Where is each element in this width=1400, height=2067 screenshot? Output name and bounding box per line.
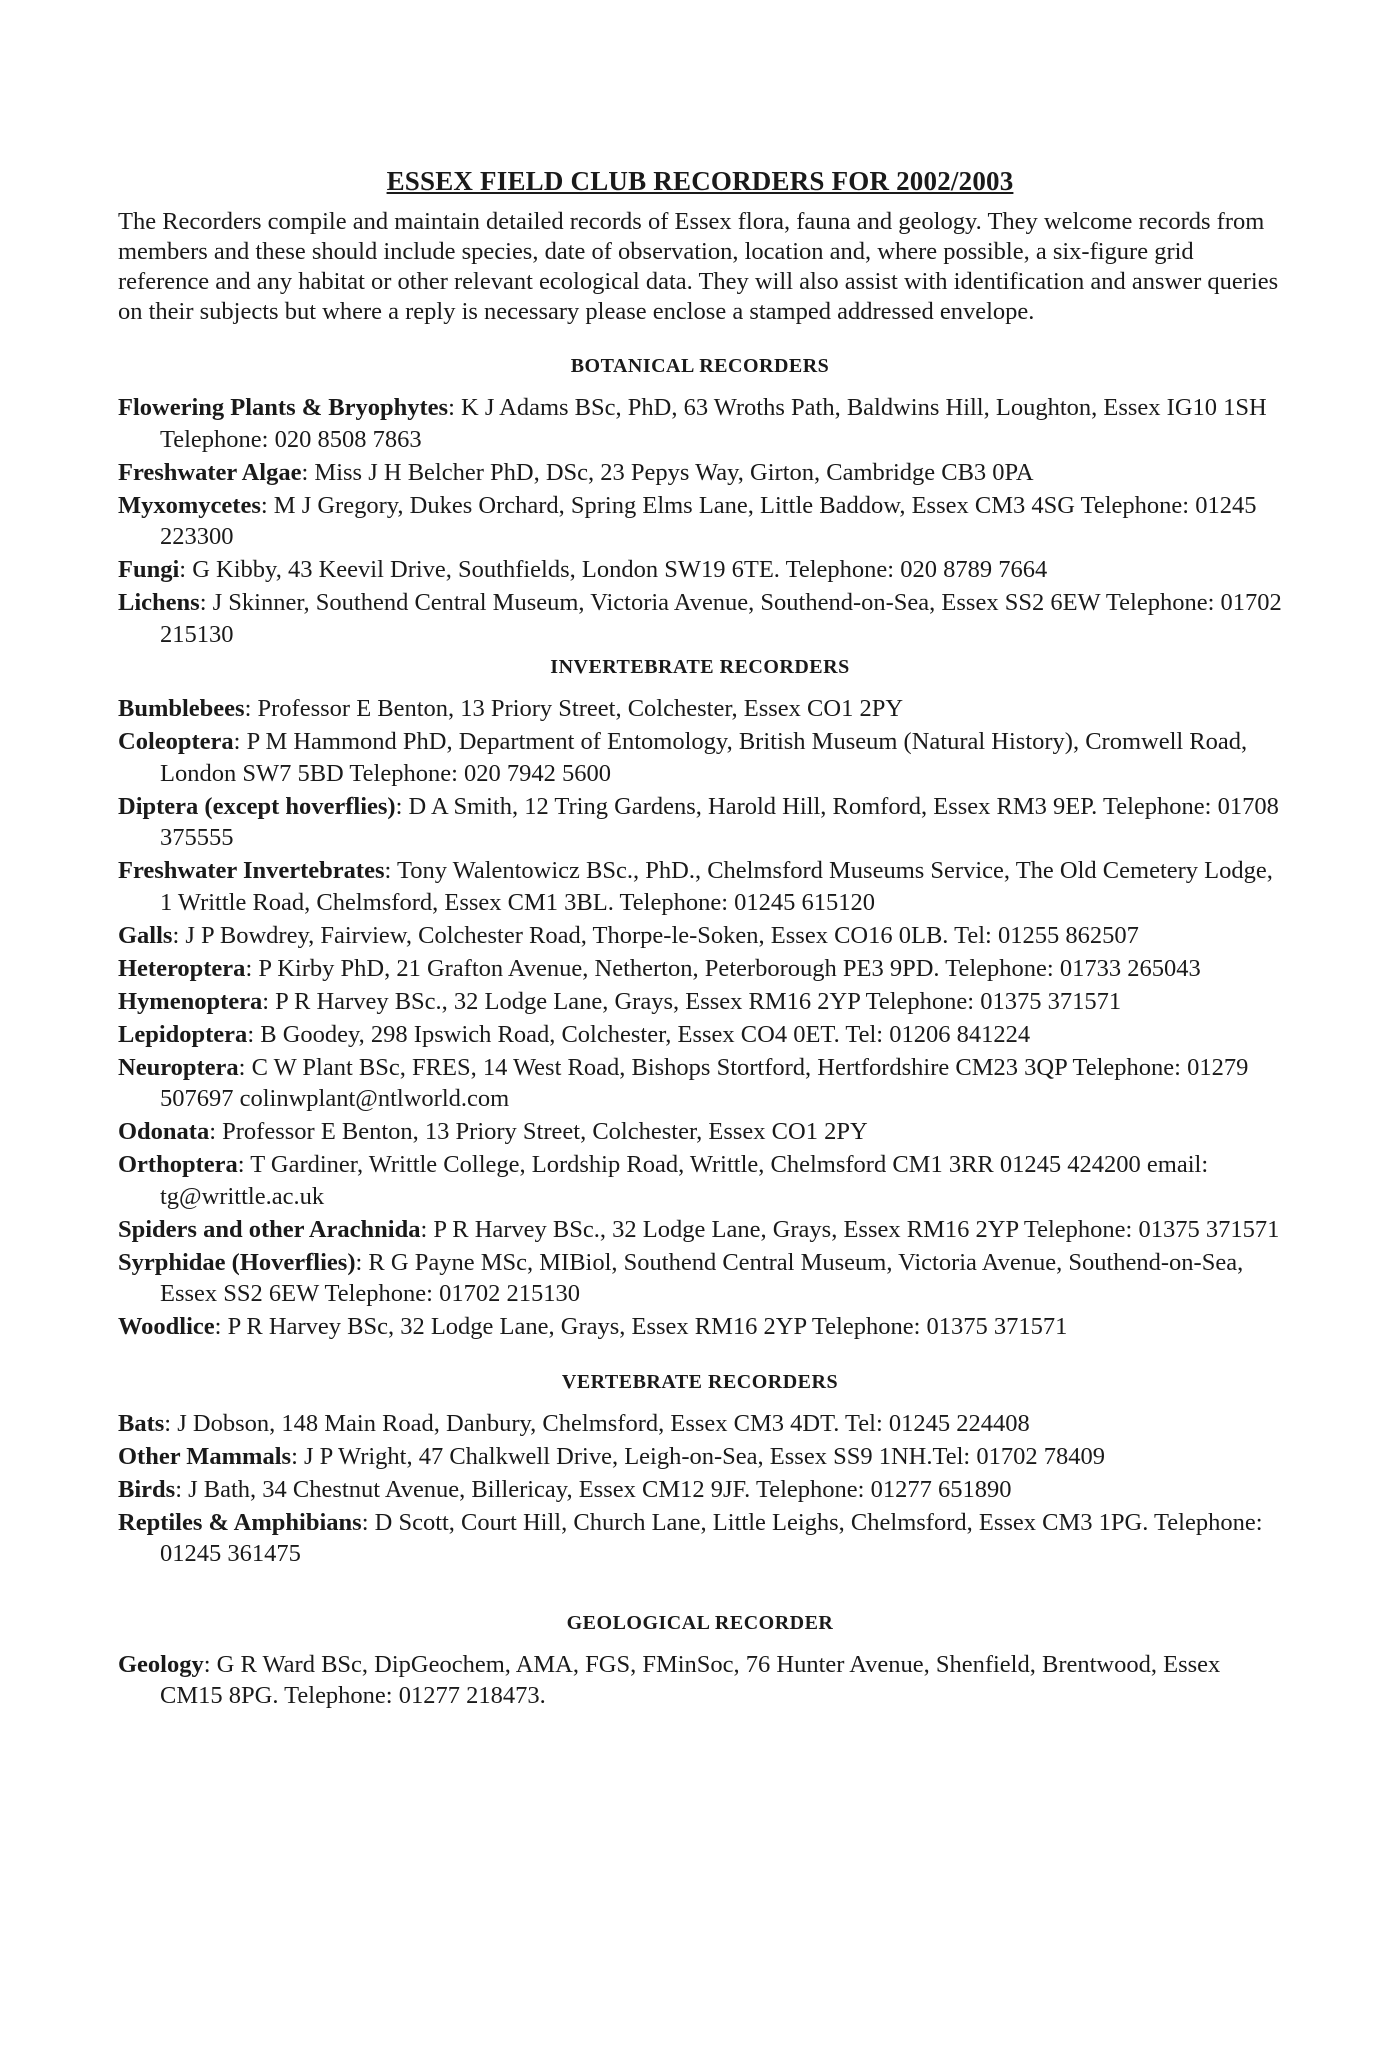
recorder-entry — [118, 1214, 1282, 1246]
recorder-entry — [118, 1649, 1282, 1712]
recorder-subject: Neuroptera — [118, 1053, 239, 1081]
recorder-subject: Heteroptera — [118, 954, 246, 982]
recorder-subject: Woodlice — [118, 1313, 215, 1340]
recorder-entry — [118, 986, 1282, 1018]
recorder-entry — [118, 920, 1282, 952]
recorder-details: : J P Bowdrey, Fairview, Colchester Road, Thorpe-le-Soken, Essex CO16 0LB. Tel: 01255 862507 — [172, 921, 1139, 949]
recorder-details: : G R Ward BSc, DipGeochem, AMA, FGS, FMinSoc, 76 Hunter Avenue, Shenfield, Brentwood, Essex CM15 8PG. Telephone: 01277 218473. — [160, 1650, 1221, 1709]
recorder-list — [118, 392, 1282, 650]
recorder-subject: Myxomycetes — [118, 491, 261, 519]
recorder-subject: Spiders and other Arachnida — [118, 1215, 421, 1243]
recorder-entry — [118, 1408, 1282, 1440]
recorder-details: : Professor E Benton, 13 Priory Street, Colchester, Essex CO1 2PY — [244, 695, 904, 722]
recorder-entry — [118, 587, 1282, 650]
recorder-subject: Geology — [118, 1650, 204, 1678]
recorder-subject: Syrphidae (Hoverflies) — [118, 1248, 356, 1276]
recorder-entry — [118, 791, 1282, 854]
recorder-subject: Hymenoptera — [118, 987, 263, 1015]
recorder-details: : P M Hammond PhD, Department of Entomology, British Museum (Natural History), Cromwell Road, London SW7 5BD Telephone: 020 7942 5600 — [160, 728, 1248, 787]
recorder-subject: Diptera (except hoverflies) — [118, 792, 396, 820]
recorder-entry — [118, 855, 1282, 918]
recorder-entry — [118, 1247, 1282, 1310]
recorder-entry — [118, 490, 1282, 553]
recorder-subject: Bats — [118, 1409, 165, 1437]
botanical-recorders-section — [118, 355, 1282, 650]
invertebrate-recorders-section — [118, 656, 1282, 1343]
section-heading: INVERTEBRATE RECORDERS — [550, 656, 850, 678]
recorder-subject: Freshwater Algae — [118, 458, 302, 486]
recorder-subject: Other Mammals — [118, 1442, 292, 1470]
recorder-details: : Tony Walentowicz BSc., PhD., Chelmsford Museums Service, The Old Cemetery Lodge, 1 Writtle Road, Chelmsford, Essex CM1 3BL. Telephone: 01245 615120 — [160, 857, 1273, 916]
geological-recorder-section — [118, 1612, 1282, 1712]
recorder-subject: Coleoptera — [118, 728, 234, 755]
recorder-details: : C W Plant BSc, FRES, 14 West Road, Bishops Stortford, Hertfordshire CM23 3QP Telephone: 01279 507697 colinwplant@ntlworld.com — [160, 1053, 1249, 1112]
page-title: ESSEX FIELD CLUB RECORDERS FOR 2002/2003 — [386, 166, 1014, 196]
recorder-details: : R G Payne MSc, MIBiol, Southend Central Museum, Victoria Avenue, Southend-on-Sea, Essex SS2 6EW Telephone: 01702 215130 — [160, 1248, 1244, 1307]
recorder-subject: Fungi — [118, 556, 180, 583]
recorder-entry — [118, 1149, 1282, 1212]
intro-paragraph: The Recorders compile and maintain detailed records of Essex flora, fauna and geology. They welcome records from members and these should include species, date of observation, location and, where possible, a six-figure grid reference and any habitat or other relevant ecological data. They will also assist with identification and answer queries on their subjects but where a reply is necessary please enclose a stamped addressed envelope. — [118, 208, 1279, 325]
recorder-subject: Bumblebees — [118, 695, 245, 722]
recorder-subject: Lepidoptera — [118, 1020, 248, 1048]
recorder-list — [118, 693, 1282, 1343]
recorder-entry — [118, 1507, 1282, 1570]
recorder-subject: Birds — [118, 1475, 176, 1503]
recorder-entry — [118, 1019, 1282, 1051]
recorder-details: : D A Smith, 12 Tring Gardens, Harold Hill, Romford, Essex RM3 9EP. Telephone: 01708 375555 — [160, 792, 1279, 851]
recorder-entry — [118, 457, 1282, 489]
recorder-entry — [118, 1311, 1282, 1343]
recorder-details: : J Dobson, 148 Main Road, Danbury, Chelmsford, Essex CM3 4DT. Tel: 01245 224408 — [164, 1409, 1030, 1437]
recorder-details: : M J Gregory, Dukes Orchard, Spring Elms Lane, Little Baddow, Essex CM3 4SG Telephone: 01245 223300 — [160, 491, 1257, 550]
recorder-entry — [118, 1052, 1282, 1115]
recorder-subject: Galls — [118, 921, 173, 949]
section-heading: BOTANICAL RECORDERS — [570, 355, 830, 377]
vertebrate-recorders-section — [118, 1371, 1282, 1570]
recorder-details: : D Scott, Court Hill, Church Lane, Little Leighs, Chelmsford, Essex CM3 1PG. Telephone: 01245 361475 — [160, 1508, 1263, 1567]
recorder-entry — [118, 953, 1282, 985]
recorder-details: : T Gardiner, Writtle College, Lordship Road, Writtle, Chelmsford CM1 3RR 01245 424200 email: tg@writtle.ac.uk — [160, 1151, 1209, 1210]
recorder-details: : P Kirby PhD, 21 Grafton Avenue, Netherton, Peterborough PE3 9PD. Telephone: 01733 265043 — [245, 954, 1201, 982]
recorder-entry — [118, 1474, 1282, 1506]
section-heading: GEOLOGICAL RECORDER — [566, 1611, 834, 1634]
recorder-details: : P R Harvey BSc., 32 Lodge Lane, Grays, Essex RM16 2YP Telephone: 01375 371571 — [420, 1215, 1280, 1243]
recorder-details: : B Goodey, 298 Ipswich Road, Colchester, Essex CO4 0ET. Tel: 01206 841224 — [247, 1020, 1031, 1048]
recorder-details: : J P Wright, 47 Chalkwell Drive, Leigh-on-Sea, Essex SS9 1NH.Tel: 01702 78409 — [291, 1442, 1105, 1470]
recorder-list — [118, 1408, 1282, 1570]
recorder-entry — [118, 693, 1282, 725]
recorder-subject: Odonata — [118, 1118, 210, 1145]
recorder-details: : J Skinner, Southend Central Museum, Victoria Avenue, Southend-on-Sea, Essex SS2 6EW Telephone: 01702 215130 — [160, 589, 1282, 648]
recorder-subject: Lichens — [118, 589, 200, 616]
recorder-entry — [118, 392, 1282, 455]
recorder-subject: Freshwater Invertebrates — [118, 857, 385, 884]
recorder-details: : Miss J H Belcher PhD, DSc, 23 Pepys Way, Girton, Cambridge CB3 0PA — [301, 458, 1034, 486]
recorder-details: : K J Adams BSc, PhD, 63 Wroths Path, Baldwins Hill, Loughton, Essex IG10 1SH Telephone: 020 8508 7863 — [160, 394, 1267, 453]
recorder-details: : Professor E Benton, 13 Priory Street, Colchester, Essex CO1 2PY — [209, 1118, 868, 1145]
recorder-subject: Flowering Plants & Bryophytes — [118, 394, 449, 421]
recorder-details: : P R Harvey BSc, 32 Lodge Lane, Grays, Essex RM16 2YP Telephone: 01375 371571 — [214, 1313, 1068, 1340]
recorder-entry — [118, 1441, 1282, 1473]
recorder-entry — [118, 554, 1282, 586]
recorder-subject: Reptiles & Amphibians — [118, 1508, 362, 1536]
recorder-list — [118, 1649, 1282, 1712]
recorder-subject: Orthoptera — [118, 1151, 238, 1178]
section-heading: VERTEBRATE RECORDERS — [561, 1370, 839, 1393]
recorder-details: : G Kibby, 43 Keevil Drive, Southfields, London SW19 6TE. Telephone: 020 8789 7664 — [179, 556, 1048, 583]
recorder-entry — [118, 726, 1282, 789]
recorder-details: : J Bath, 34 Chestnut Avenue, Billericay, Essex CM12 9JF. Telephone: 01277 651890 — [175, 1475, 1012, 1503]
recorder-details: : P R Harvey BSc., 32 Lodge Lane, Grays, Essex RM16 2YP Telephone: 01375 371571 — [262, 987, 1122, 1015]
recorder-entry — [118, 1116, 1282, 1148]
